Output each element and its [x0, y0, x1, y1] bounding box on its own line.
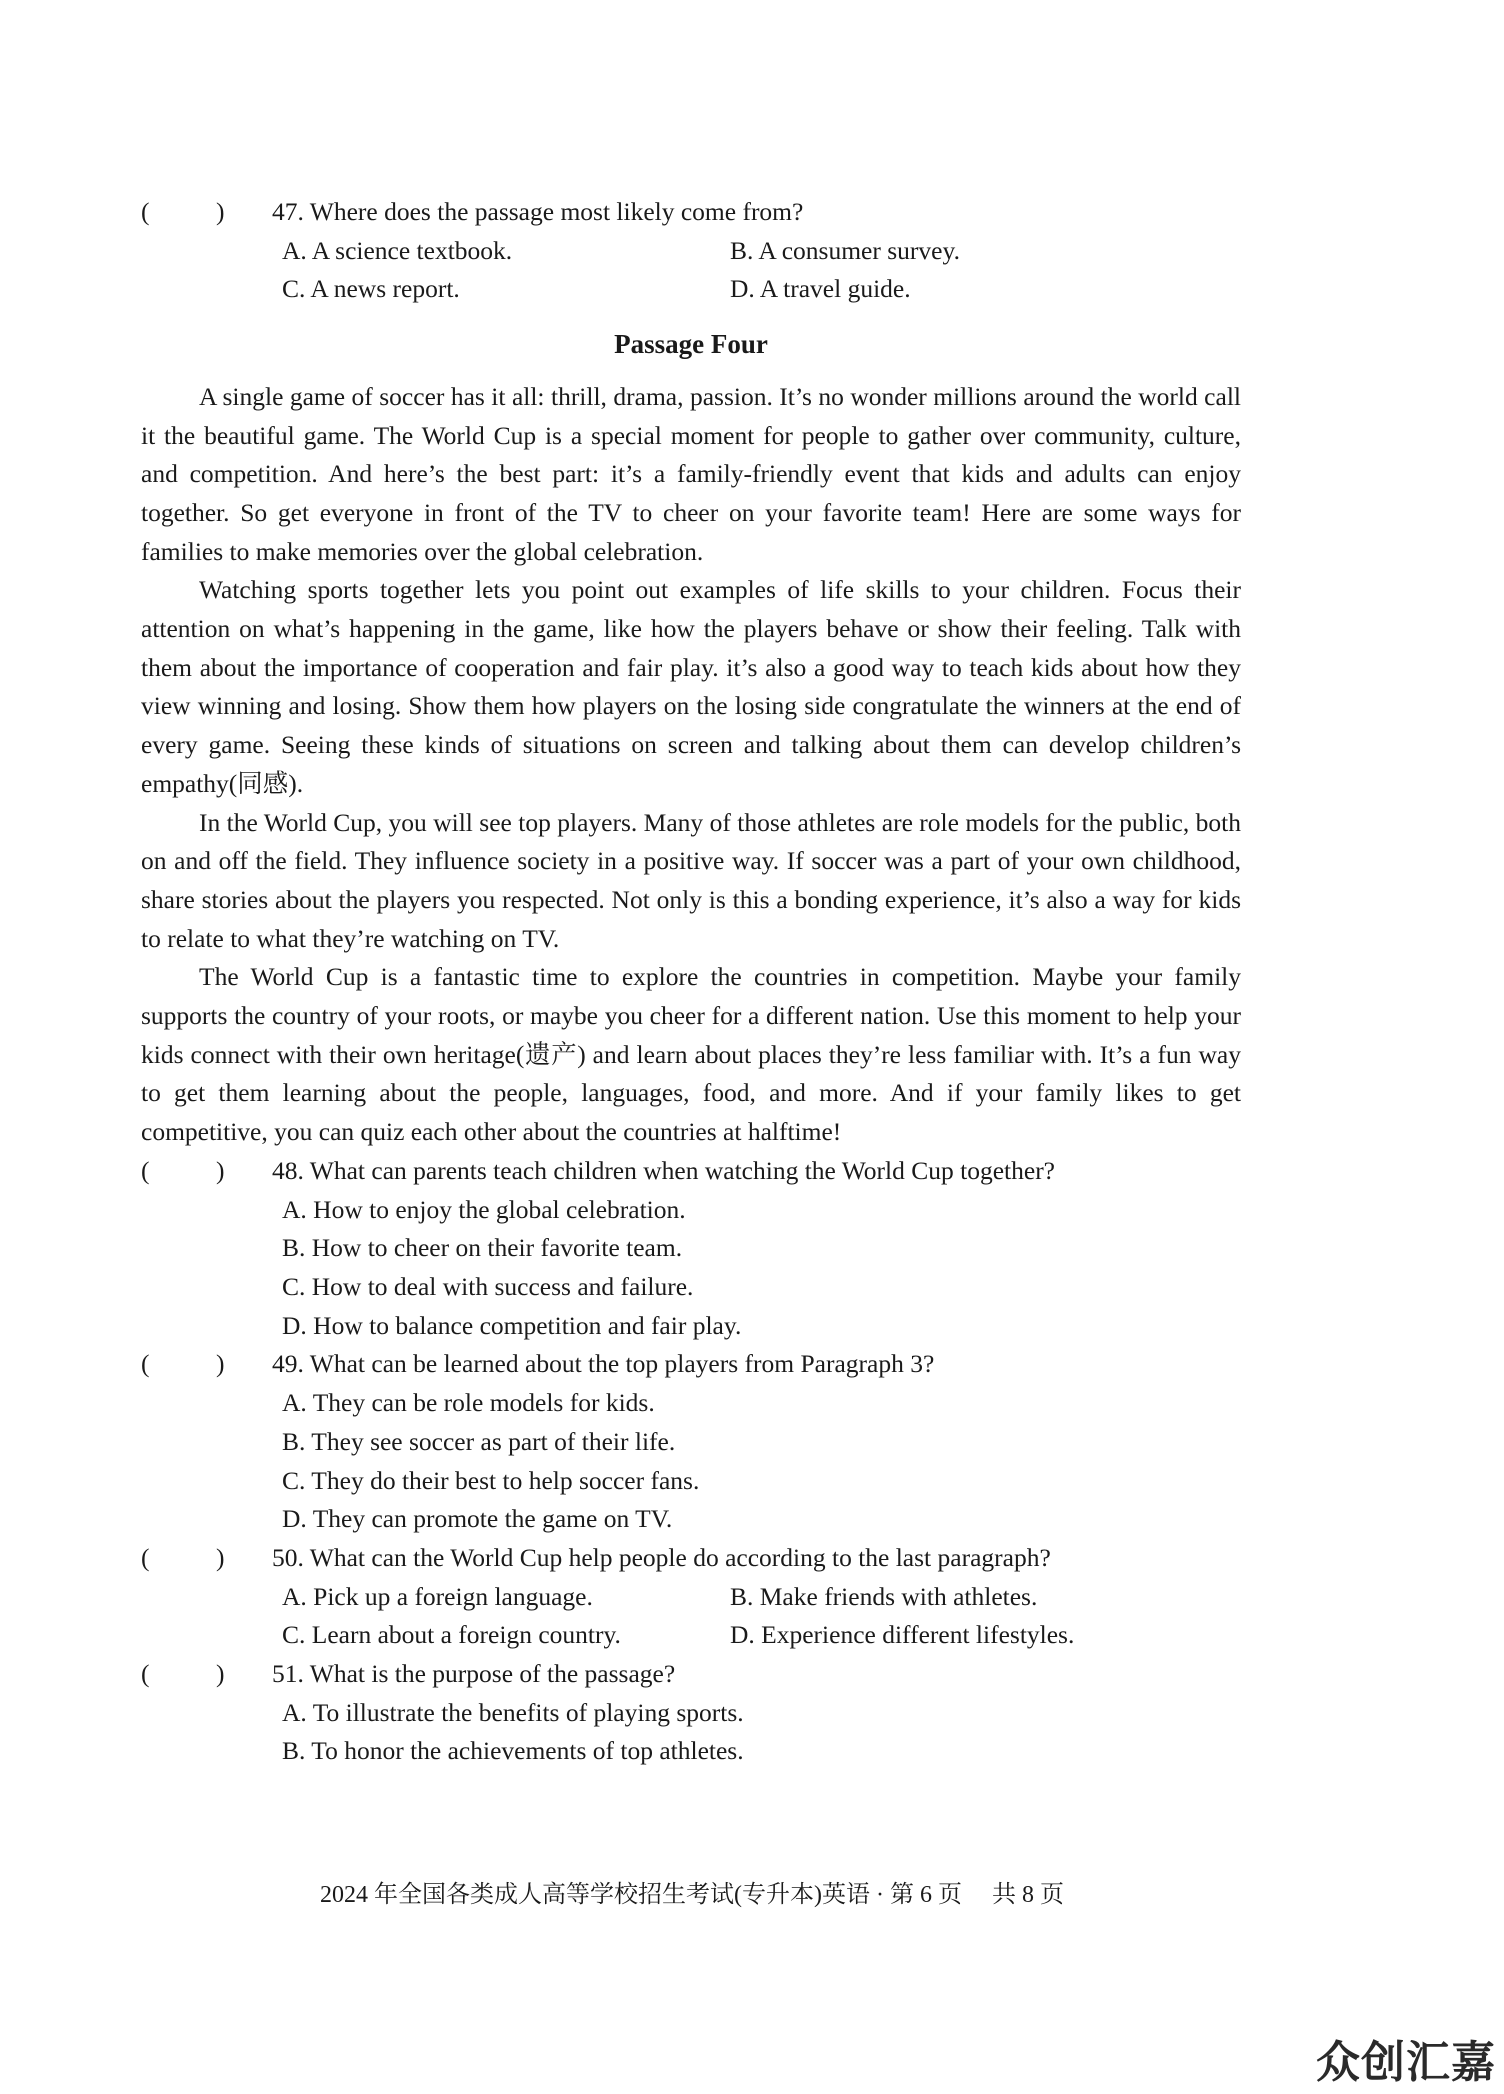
- option-d: D. They can promote the game on TV.: [282, 1504, 673, 1534]
- question-text: What can the World Cup help people do according to the last paragraph?: [309, 1542, 1051, 1572]
- options-49: [141, 1384, 1241, 1539]
- question-number: 51.: [272, 1659, 304, 1689]
- option-c: C. They do their best to help soccer fans.: [282, 1465, 700, 1495]
- question-text: What is the purpose of the passage?: [309, 1659, 676, 1689]
- option-c: C. A news report.: [282, 274, 460, 304]
- page-footer: 2024 年全国各类成人高等学校招生考试(专升本)英语 · 第 6 页 共 8 页: [320, 1882, 1064, 1908]
- question-number: 47.: [272, 197, 304, 226]
- option-a: A. A science textbook.: [282, 235, 513, 265]
- page-content: [141, 193, 1241, 1771]
- question-text: What can parents teach children when watching the World Cup together?: [309, 1155, 1055, 1185]
- answer-blank-open: (: [141, 1349, 150, 1379]
- option-row: [282, 1616, 1241, 1655]
- option-row: [282, 232, 1241, 271]
- question-number: 49.: [272, 1349, 304, 1379]
- answer-blank-open: (: [141, 1659, 150, 1689]
- option-c: C. How to deal with success and failure.: [282, 1271, 694, 1301]
- option-b: B. They see soccer as part of their life.: [282, 1426, 676, 1456]
- question-text: What can be learned about the top players from Paragraph 3?: [309, 1349, 935, 1379]
- answer-blank-close: ): [216, 1349, 225, 1379]
- question-text: Where does the passage most likely come from?: [309, 197, 804, 226]
- options-51: [141, 1694, 1241, 1771]
- option-row: [282, 1578, 1241, 1617]
- answer-blank-close: ): [216, 1542, 225, 1572]
- option-b: B. To honor the achievements of top athletes.: [282, 1736, 744, 1766]
- question-49: [141, 1345, 1241, 1384]
- answer-blank-open: (: [141, 197, 150, 226]
- question-50: [141, 1539, 1241, 1578]
- question-number: 50.: [272, 1542, 304, 1572]
- option-c: C. Learn about a foreign country.: [282, 1620, 621, 1650]
- question-48: [141, 1152, 1241, 1191]
- option-d: D. Experience different lifestyles.: [730, 1620, 1075, 1650]
- passage-title: Passage Four: [614, 329, 768, 360]
- answer-blank-open: (: [141, 1542, 150, 1572]
- question-51: [141, 1655, 1241, 1694]
- passage-paragraph-4: The World Cup is a fantastic time to explore the countries in competition. Maybe your family supports the country of your roots, or maybe you cheer for a different nation. Use this moment to help your kids connect with their own heritage(遗产) and learn about places they’re less familiar with. It’s a fun way to get them learning about the people, languages, food, and more. And if your family likes to get competitive, you can quiz each other about the countries at halftime!: [141, 962, 1241, 1147]
- watermark-logo: 众创汇嘉: [1316, 2037, 1496, 2088]
- option-a: A. How to enjoy the global celebration.: [282, 1194, 686, 1224]
- answer-blank-open: (: [141, 1155, 150, 1185]
- options-50: [141, 1578, 1241, 1655]
- option-b: B. Make friends with athletes.: [730, 1581, 1038, 1611]
- question-47: [141, 193, 1241, 232]
- question-number: 48.: [272, 1155, 304, 1185]
- option-d: D. A travel guide.: [730, 274, 911, 304]
- passage-paragraph-3: In the World Cup, you will see top players. Many of those athletes are role models for the public, both on and off the field. They influence society in a positive way. If soccer was a part of your own childhood, share stories about the players you respected. Not only is this a bonding experience, it’s also a way for kids to relate to what they’re watching on TV.: [141, 807, 1241, 953]
- answer-blank-close: ): [216, 1659, 225, 1689]
- option-a: A. They can be role models for kids.: [282, 1388, 655, 1418]
- option-b: B. A consumer survey.: [730, 235, 960, 265]
- option-a: A. To illustrate the benefits of playing sports.: [282, 1697, 744, 1727]
- answer-blank-close: ): [216, 197, 225, 226]
- options-47: [141, 232, 1241, 309]
- answer-blank-close: ): [216, 1155, 225, 1185]
- option-b: B. How to cheer on their favorite team.: [282, 1233, 683, 1263]
- passage-paragraph-2: Watching sports together lets you point out examples of life skills to your children. Focus their attention on what’s happening in the game, like how the players behave or show their feeling. Talk with them about the importance of cooperation and fair play. it’s also a good way to teach kids about how they view winning and losing. Show them how players on the losing side congratulate the winners at the end of every game. Seeing these kinds of situations on screen and talking about them can develop children’s empathy(同感).: [141, 575, 1241, 798]
- options-48: [141, 1191, 1241, 1346]
- option-row: [282, 270, 1241, 309]
- option-d: D. How to balance competition and fair play.: [282, 1310, 742, 1340]
- passage-paragraph-1: A single game of soccer has it all: thrill, drama, passion. It’s no wonder millions around the world call it the beautiful game. The World Cup is a special moment for people to gather over community, culture, and competition. And here’s the best part: it’s a family-friendly event that kids and adults can enjoy together. So get everyone in front of the TV to cheer on your favorite team! Here are some ways for families to make memories over the global celebration.: [141, 381, 1241, 566]
- option-a: A. Pick up a foreign language.: [282, 1581, 593, 1611]
